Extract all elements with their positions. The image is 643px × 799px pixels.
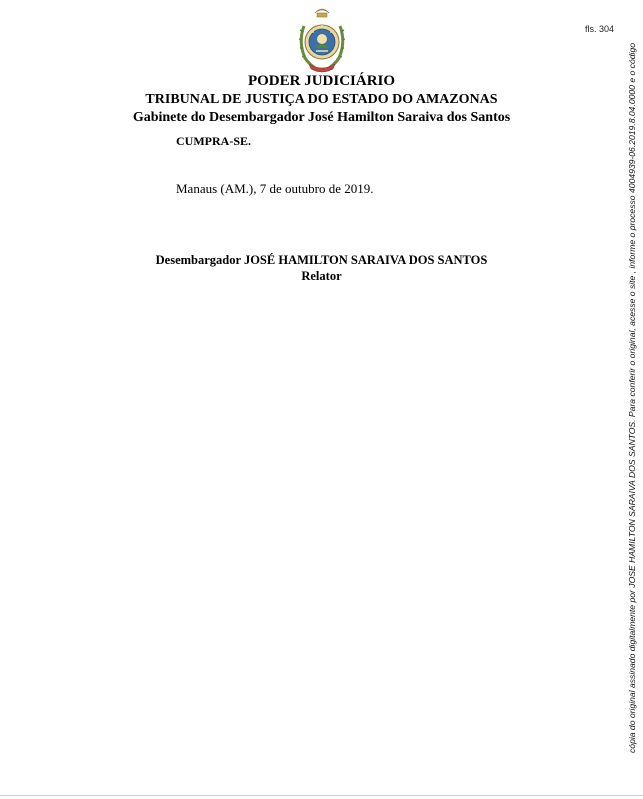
header-cabinet: Gabinete do Desembargador José Hamilton Saraiva dos Santos xyxy=(132,110,511,125)
order-text: CUMPRA-SE. xyxy=(176,134,251,148)
signature-name: Desembargador JOSÉ HAMILTON SARAIVA DOS SANTOS xyxy=(155,253,488,267)
coat-of-arms-icon xyxy=(295,4,349,76)
header-court: TRIBUNAL DE JUSTIÇA DO ESTADO DO AMAZONAS xyxy=(145,92,498,107)
signature-role: Relator xyxy=(301,269,342,283)
date-line: Manaus (AM.), 7 de outubro de 2019. xyxy=(176,181,374,196)
page-number: fls. 304 xyxy=(585,24,615,34)
bottom-divider xyxy=(0,795,643,796)
side-verification-note: cópia do original assinado digitalmente por JOSE HAMILTON SARAIVA DOS SANTOS. Para conferir o original, acesse o site , informe o processo 4004939-06.2019.8.04.0000 e o código xyxy=(627,42,637,754)
header-title: PODER JUDICIÁRIO xyxy=(247,73,396,89)
